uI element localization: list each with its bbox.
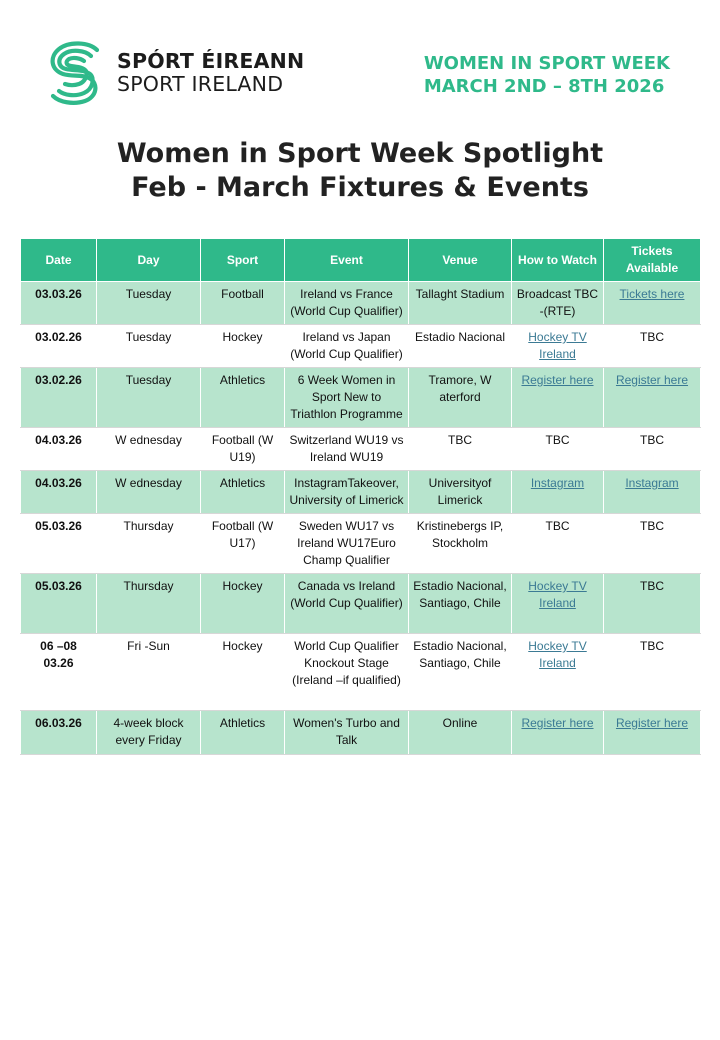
venue-cell: Estadio Nacional, Santiago, Chile	[409, 634, 512, 711]
venue-cell: Tramore, W aterford	[409, 368, 512, 428]
table-header-row	[21, 239, 701, 282]
watch-link[interactable]: Hockey TV Ireland	[528, 579, 587, 610]
column-header: Tickets Available	[604, 239, 701, 282]
date-cell: 05.03.26	[21, 514, 97, 574]
date-cell: 04.03.26	[21, 471, 97, 514]
brand-line-english: SPORT IRELAND	[117, 72, 284, 96]
venue-cell: Kristinebergs IP, Stockholm	[409, 514, 512, 574]
watch-cell: Broadcast TBC -(RTE)	[512, 282, 604, 325]
event-banner	[424, 52, 670, 98]
event-cell: Sweden WU17 vs Ireland WU17Euro Champ Qualifier	[285, 514, 409, 574]
watch-cell	[512, 471, 604, 514]
sport-cell: Athletics	[201, 711, 285, 755]
table-row	[21, 428, 701, 471]
date-cell: 06.03.26	[21, 711, 97, 755]
table-row	[21, 574, 701, 634]
table-row	[21, 634, 701, 711]
page-title	[0, 137, 720, 205]
register-link[interactable]: Register here	[615, 716, 689, 730]
column-header: Venue	[409, 239, 512, 282]
event-cell: 6 Week Women in Sport New to Triathlon Programme	[285, 368, 409, 428]
table-row	[21, 711, 701, 755]
tickets-cell: TBC	[604, 574, 701, 634]
watch-link[interactable]: Hockey TV Ireland	[528, 639, 587, 670]
date-cell: 05.03.26	[21, 574, 97, 634]
sport-cell: Hockey	[201, 634, 285, 711]
day-cell: Thursday	[97, 514, 201, 574]
day-cell: Tuesday	[97, 325, 201, 368]
date-cell: 03.02.26	[21, 368, 97, 428]
tickets-cell	[604, 471, 701, 514]
venue-cell: Estadio Nacional, Santiago, Chile	[409, 574, 512, 634]
sport-cell: Athletics	[201, 471, 285, 514]
event-cell: World Cup Qualifier Knockout Stage (Ireland –if qualified)	[285, 634, 409, 711]
title-line-2: Feb - March Fixtures & Events	[131, 172, 589, 203]
event-title: WOMEN IN SPORT WEEK	[423, 53, 670, 74]
date-cell: 03.03.26	[21, 282, 97, 325]
tickets-cell: TBC	[604, 325, 701, 368]
sport-cell: Athletics	[201, 368, 285, 428]
event-cell: Ireland vs France (World Cup Qualifier)	[285, 282, 409, 325]
fixtures-table	[20, 238, 701, 755]
venue-cell: TBC	[409, 428, 512, 471]
tickets-cell	[604, 711, 701, 755]
date-cell: 06 –08 03.26	[21, 634, 97, 711]
tickets-cell: TBC	[604, 428, 701, 471]
column-header: Day	[97, 239, 201, 282]
day-cell: 4-week block every Friday	[97, 711, 201, 755]
brand-line-irish: SPÓRT ÉIREANN	[117, 49, 305, 73]
date-cell: 03.02.26	[21, 325, 97, 368]
event-cell: Ireland vs Japan (World Cup Qualifier)	[285, 325, 409, 368]
sport-cell: Hockey	[201, 325, 285, 368]
event-dates: MARCH 2ND – 8TH 2026	[423, 76, 665, 97]
tickets-cell: TBC	[604, 514, 701, 574]
column-header: Sport	[201, 239, 285, 282]
sport-cell: Hockey	[201, 574, 285, 634]
venue-cell: Estadio Nacional	[409, 325, 512, 368]
day-cell: Tuesday	[97, 368, 201, 428]
event-cell: Women's Turbo and Talk	[285, 711, 409, 755]
column-header: How to Watch	[512, 239, 604, 282]
tickets-link[interactable]: Tickets here	[619, 287, 685, 301]
column-header: Event	[285, 239, 409, 282]
sport-cell: Football (W U17)	[201, 514, 285, 574]
watch-cell: TBC	[512, 428, 604, 471]
column-header: Date	[21, 239, 97, 282]
watch-cell	[512, 368, 604, 428]
watch-cell	[512, 574, 604, 634]
table-row	[21, 282, 701, 325]
venue-cell: Universityof Limerick	[409, 471, 512, 514]
brand-name	[117, 50, 304, 96]
table-row	[21, 325, 701, 368]
instagram-link[interactable]: Instagram	[625, 476, 679, 490]
table-row	[21, 514, 701, 574]
tickets-cell	[604, 368, 701, 428]
page-header	[0, 0, 720, 120]
watch-cell	[512, 325, 604, 368]
day-cell: Tuesday	[97, 282, 201, 325]
instagram-link[interactable]: Instagram	[530, 476, 585, 490]
event-cell: InstagramTakeover, University of Limerick	[285, 471, 409, 514]
venue-cell: Tallaght Stadium	[409, 282, 512, 325]
watch-link[interactable]: Hockey TV Ireland	[528, 330, 587, 361]
date-cell: 04.03.26	[21, 428, 97, 471]
watch-cell: TBC	[512, 514, 604, 574]
sport-ireland-logo-icon	[47, 40, 105, 106]
table-row	[21, 471, 701, 514]
sport-cell: Football	[201, 282, 285, 325]
watch-cell	[512, 711, 604, 755]
day-cell: W ednesday	[97, 471, 201, 514]
register-link[interactable]: Register here	[521, 716, 594, 730]
watch-cell	[512, 634, 604, 711]
day-cell: Fri -Sun	[97, 634, 201, 711]
register-link[interactable]: Register here	[615, 373, 689, 387]
event-cell: Switzerland WU19 vs Ireland WU19	[285, 428, 409, 471]
day-cell: W ednesday	[97, 428, 201, 471]
title-line-1: Women in Sport Week Spotlight	[116, 138, 604, 169]
sport-cell: Football (W U19)	[201, 428, 285, 471]
register-link[interactable]: Register here	[521, 373, 594, 387]
venue-cell: Online	[409, 711, 512, 755]
table-row	[21, 368, 701, 428]
event-cell: Canada vs Ireland (World Cup Qualifier)	[285, 574, 409, 634]
day-cell: Thursday	[97, 574, 201, 634]
tickets-cell: TBC	[604, 634, 701, 711]
tickets-cell	[604, 282, 701, 325]
